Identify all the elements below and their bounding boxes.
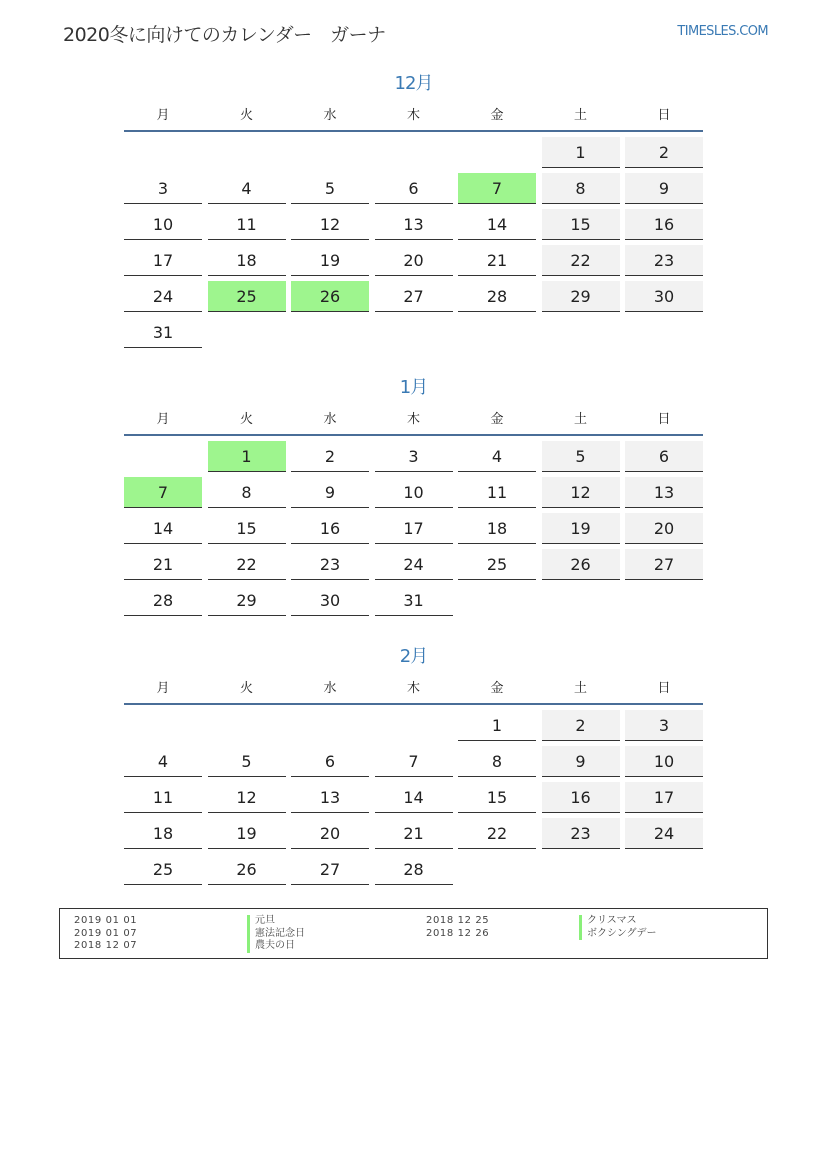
weekend-day-cell: 20 (625, 513, 703, 544)
day-cell: 28 (458, 281, 536, 312)
page-title: 2020冬に向けてのカレンダー ガーナ (63, 24, 386, 46)
empty-day-cell (124, 137, 202, 167)
day-cell: 14 (458, 209, 536, 240)
day-cell: 24 (375, 549, 453, 580)
header-divider (124, 434, 703, 436)
day-cell: 20 (375, 245, 453, 276)
weekday-label: 日 (657, 108, 671, 123)
month-title: 1月 (399, 377, 428, 398)
header-divider (124, 130, 703, 132)
weekday-label: 水 (323, 108, 337, 123)
legend-holiday-name: 憲法記念日 (247, 928, 305, 941)
day-cell: 13 (375, 209, 453, 240)
weekend-day-cell: 29 (542, 281, 620, 312)
week-row (124, 477, 703, 508)
empty-day-cell (375, 710, 453, 740)
weekend-day-cell: 26 (542, 549, 620, 580)
weekend-day-cell: 9 (542, 746, 620, 777)
weekday-label: 月 (156, 681, 170, 696)
day-cell: 11 (458, 477, 536, 508)
empty-day-cell (542, 317, 620, 347)
legend-holiday-name: 農夫の日 (247, 940, 305, 953)
week-row (124, 746, 703, 777)
day-cell: 27 (375, 281, 453, 312)
month-title: 2月 (399, 646, 428, 667)
day-cell: 18 (124, 818, 202, 849)
weekday-label: 土 (573, 681, 587, 696)
day-cell: 25 (458, 549, 536, 580)
weekday-header (124, 409, 703, 431)
weekday-label: 火 (239, 681, 253, 696)
legend-date: 2018 12 25 (426, 915, 490, 926)
day-grid (124, 441, 703, 616)
empty-day-cell (625, 854, 703, 884)
day-cell: 31 (375, 585, 453, 616)
day-cell: 18 (208, 245, 286, 276)
legend-names-left (247, 915, 305, 953)
day-cell: 11 (124, 782, 202, 813)
day-cell: 19 (291, 245, 369, 276)
weekend-day-cell: 16 (542, 782, 620, 813)
week-row (124, 818, 703, 849)
day-cell: 25 (124, 854, 202, 885)
empty-day-cell (542, 585, 620, 615)
empty-day-cell (124, 441, 202, 471)
weekend-day-cell: 17 (625, 782, 703, 813)
weekday-label: 日 (657, 412, 671, 427)
week-row (124, 585, 703, 616)
weekend-day-cell: 8 (542, 173, 620, 204)
empty-day-cell (208, 317, 286, 347)
legend-dates-right (426, 915, 489, 940)
day-cell: 5 (291, 173, 369, 204)
day-cell: 29 (208, 585, 286, 616)
day-cell: 11 (208, 209, 286, 240)
weekend-day-cell: 23 (542, 818, 620, 849)
day-cell: 8 (208, 477, 286, 508)
day-cell: 17 (375, 513, 453, 544)
weekend-day-cell: 5 (542, 441, 620, 472)
week-row (124, 513, 703, 544)
weekend-day-cell: 30 (625, 281, 703, 312)
day-cell: 5 (208, 746, 286, 777)
day-cell: 14 (375, 782, 453, 813)
weekend-day-cell: 15 (542, 209, 620, 240)
legend-date: 2019 01 07 (74, 927, 138, 939)
empty-day-cell (291, 317, 369, 347)
weekend-day-cell: 1 (542, 137, 620, 168)
weekend-day-cell: 19 (542, 513, 620, 544)
weekday-label: 金 (490, 681, 504, 696)
day-cell: 28 (124, 585, 202, 616)
day-cell: 12 (291, 209, 369, 240)
weekday-header (124, 105, 703, 127)
day-cell: 19 (208, 818, 286, 849)
empty-day-cell (458, 137, 536, 167)
day-cell: 27 (291, 854, 369, 885)
day-cell: 4 (458, 441, 536, 472)
weekday-label: 金 (490, 412, 504, 427)
weekday-label: 土 (573, 108, 587, 123)
day-cell: 6 (291, 746, 369, 777)
day-cell: 7 (375, 746, 453, 777)
day-cell: 6 (375, 173, 453, 204)
weekend-day-cell: 13 (625, 477, 703, 508)
weekday-label: 土 (573, 412, 587, 427)
day-cell: 4 (208, 173, 286, 204)
legend-date: 2018 12 07 (74, 940, 138, 951)
empty-day-cell (291, 137, 369, 167)
week-row (124, 710, 703, 741)
day-cell: 3 (124, 173, 202, 204)
day-grid (124, 137, 703, 348)
day-cell: 21 (458, 245, 536, 276)
day-cell: 15 (208, 513, 286, 544)
weekend-day-cell: 3 (625, 710, 703, 741)
day-cell: 2 (291, 441, 369, 472)
empty-day-cell (458, 585, 536, 615)
day-cell: 17 (124, 245, 202, 276)
empty-day-cell (375, 317, 453, 347)
empty-day-cell (208, 710, 286, 740)
week-row (124, 549, 703, 580)
legend-holiday-name: ボクシングデー (579, 928, 657, 941)
day-cell: 18 (458, 513, 536, 544)
weekend-day-cell: 27 (625, 549, 703, 580)
holiday-day-cell: 7 (124, 477, 202, 508)
week-row (124, 245, 703, 276)
legend-names-right (579, 915, 657, 940)
day-cell: 20 (291, 818, 369, 849)
day-cell: 9 (291, 477, 369, 508)
weekday-label: 火 (239, 412, 253, 427)
weekday-label: 水 (323, 681, 337, 696)
empty-day-cell (542, 854, 620, 884)
week-row (124, 209, 703, 240)
legend-dates-left (74, 915, 137, 953)
day-cell: 15 (458, 782, 536, 813)
empty-day-cell (375, 137, 453, 167)
day-cell: 21 (124, 549, 202, 580)
weekend-day-cell: 6 (625, 441, 703, 472)
week-row (124, 854, 703, 885)
day-cell: 26 (208, 854, 286, 885)
month-title: 12月 (394, 73, 433, 94)
day-cell: 22 (208, 549, 286, 580)
header-divider (124, 703, 703, 705)
day-cell: 4 (124, 746, 202, 777)
weekday-label: 日 (657, 681, 671, 696)
day-cell: 30 (291, 585, 369, 616)
day-cell: 3 (375, 441, 453, 472)
weekday-label: 木 (406, 108, 420, 123)
month-calendar (124, 374, 703, 621)
day-cell: 24 (124, 281, 202, 312)
empty-day-cell (124, 710, 202, 740)
week-row (124, 317, 703, 348)
weekday-label: 水 (323, 412, 337, 427)
weekend-day-cell: 16 (625, 209, 703, 240)
day-cell: 12 (208, 782, 286, 813)
day-cell: 21 (375, 818, 453, 849)
day-cell: 31 (124, 317, 202, 348)
legend-date: 2018 12 26 (426, 927, 490, 939)
empty-day-cell (208, 137, 286, 167)
week-row (124, 281, 703, 312)
month-calendar (124, 70, 703, 353)
weekend-day-cell: 10 (625, 746, 703, 777)
week-row (124, 441, 703, 472)
day-grid (124, 710, 703, 885)
empty-day-cell (625, 585, 703, 615)
legend-date: 2019 01 01 (74, 915, 138, 926)
holiday-legend (59, 908, 768, 959)
day-cell: 16 (291, 513, 369, 544)
weekday-header (124, 678, 703, 700)
weekend-day-cell: 24 (625, 818, 703, 849)
weekend-day-cell: 22 (542, 245, 620, 276)
day-cell: 22 (458, 818, 536, 849)
day-cell: 8 (458, 746, 536, 777)
holiday-day-cell: 1 (208, 441, 286, 472)
weekday-label: 木 (406, 412, 420, 427)
holiday-day-cell: 7 (458, 173, 536, 204)
day-cell: 13 (291, 782, 369, 813)
weekday-label: 火 (239, 108, 253, 123)
week-row (124, 782, 703, 813)
empty-day-cell (458, 854, 536, 884)
day-cell: 1 (458, 710, 536, 741)
weekend-day-cell: 23 (625, 245, 703, 276)
weekday-label: 木 (406, 681, 420, 696)
holiday-day-cell: 26 (291, 281, 369, 312)
weekend-day-cell: 9 (625, 173, 703, 204)
weekday-label: 月 (156, 108, 170, 123)
week-row (124, 173, 703, 204)
day-cell: 10 (124, 209, 202, 240)
month-calendar (124, 643, 703, 890)
weekend-day-cell: 2 (542, 710, 620, 741)
weekend-day-cell: 12 (542, 477, 620, 508)
legend-holiday-name: クリスマス (579, 915, 657, 928)
day-cell: 23 (291, 549, 369, 580)
weekday-label: 月 (156, 412, 170, 427)
legend-holiday-name: 元旦 (247, 915, 305, 928)
day-cell: 14 (124, 513, 202, 544)
weekend-day-cell: 2 (625, 137, 703, 168)
empty-day-cell (458, 317, 536, 347)
empty-day-cell (625, 317, 703, 347)
weekday-label: 金 (490, 108, 504, 123)
holiday-day-cell: 25 (208, 281, 286, 312)
site-link[interactable]: TIMESLES.COM (677, 24, 768, 39)
day-cell: 10 (375, 477, 453, 508)
day-cell: 28 (375, 854, 453, 885)
week-row (124, 137, 703, 168)
empty-day-cell (291, 710, 369, 740)
